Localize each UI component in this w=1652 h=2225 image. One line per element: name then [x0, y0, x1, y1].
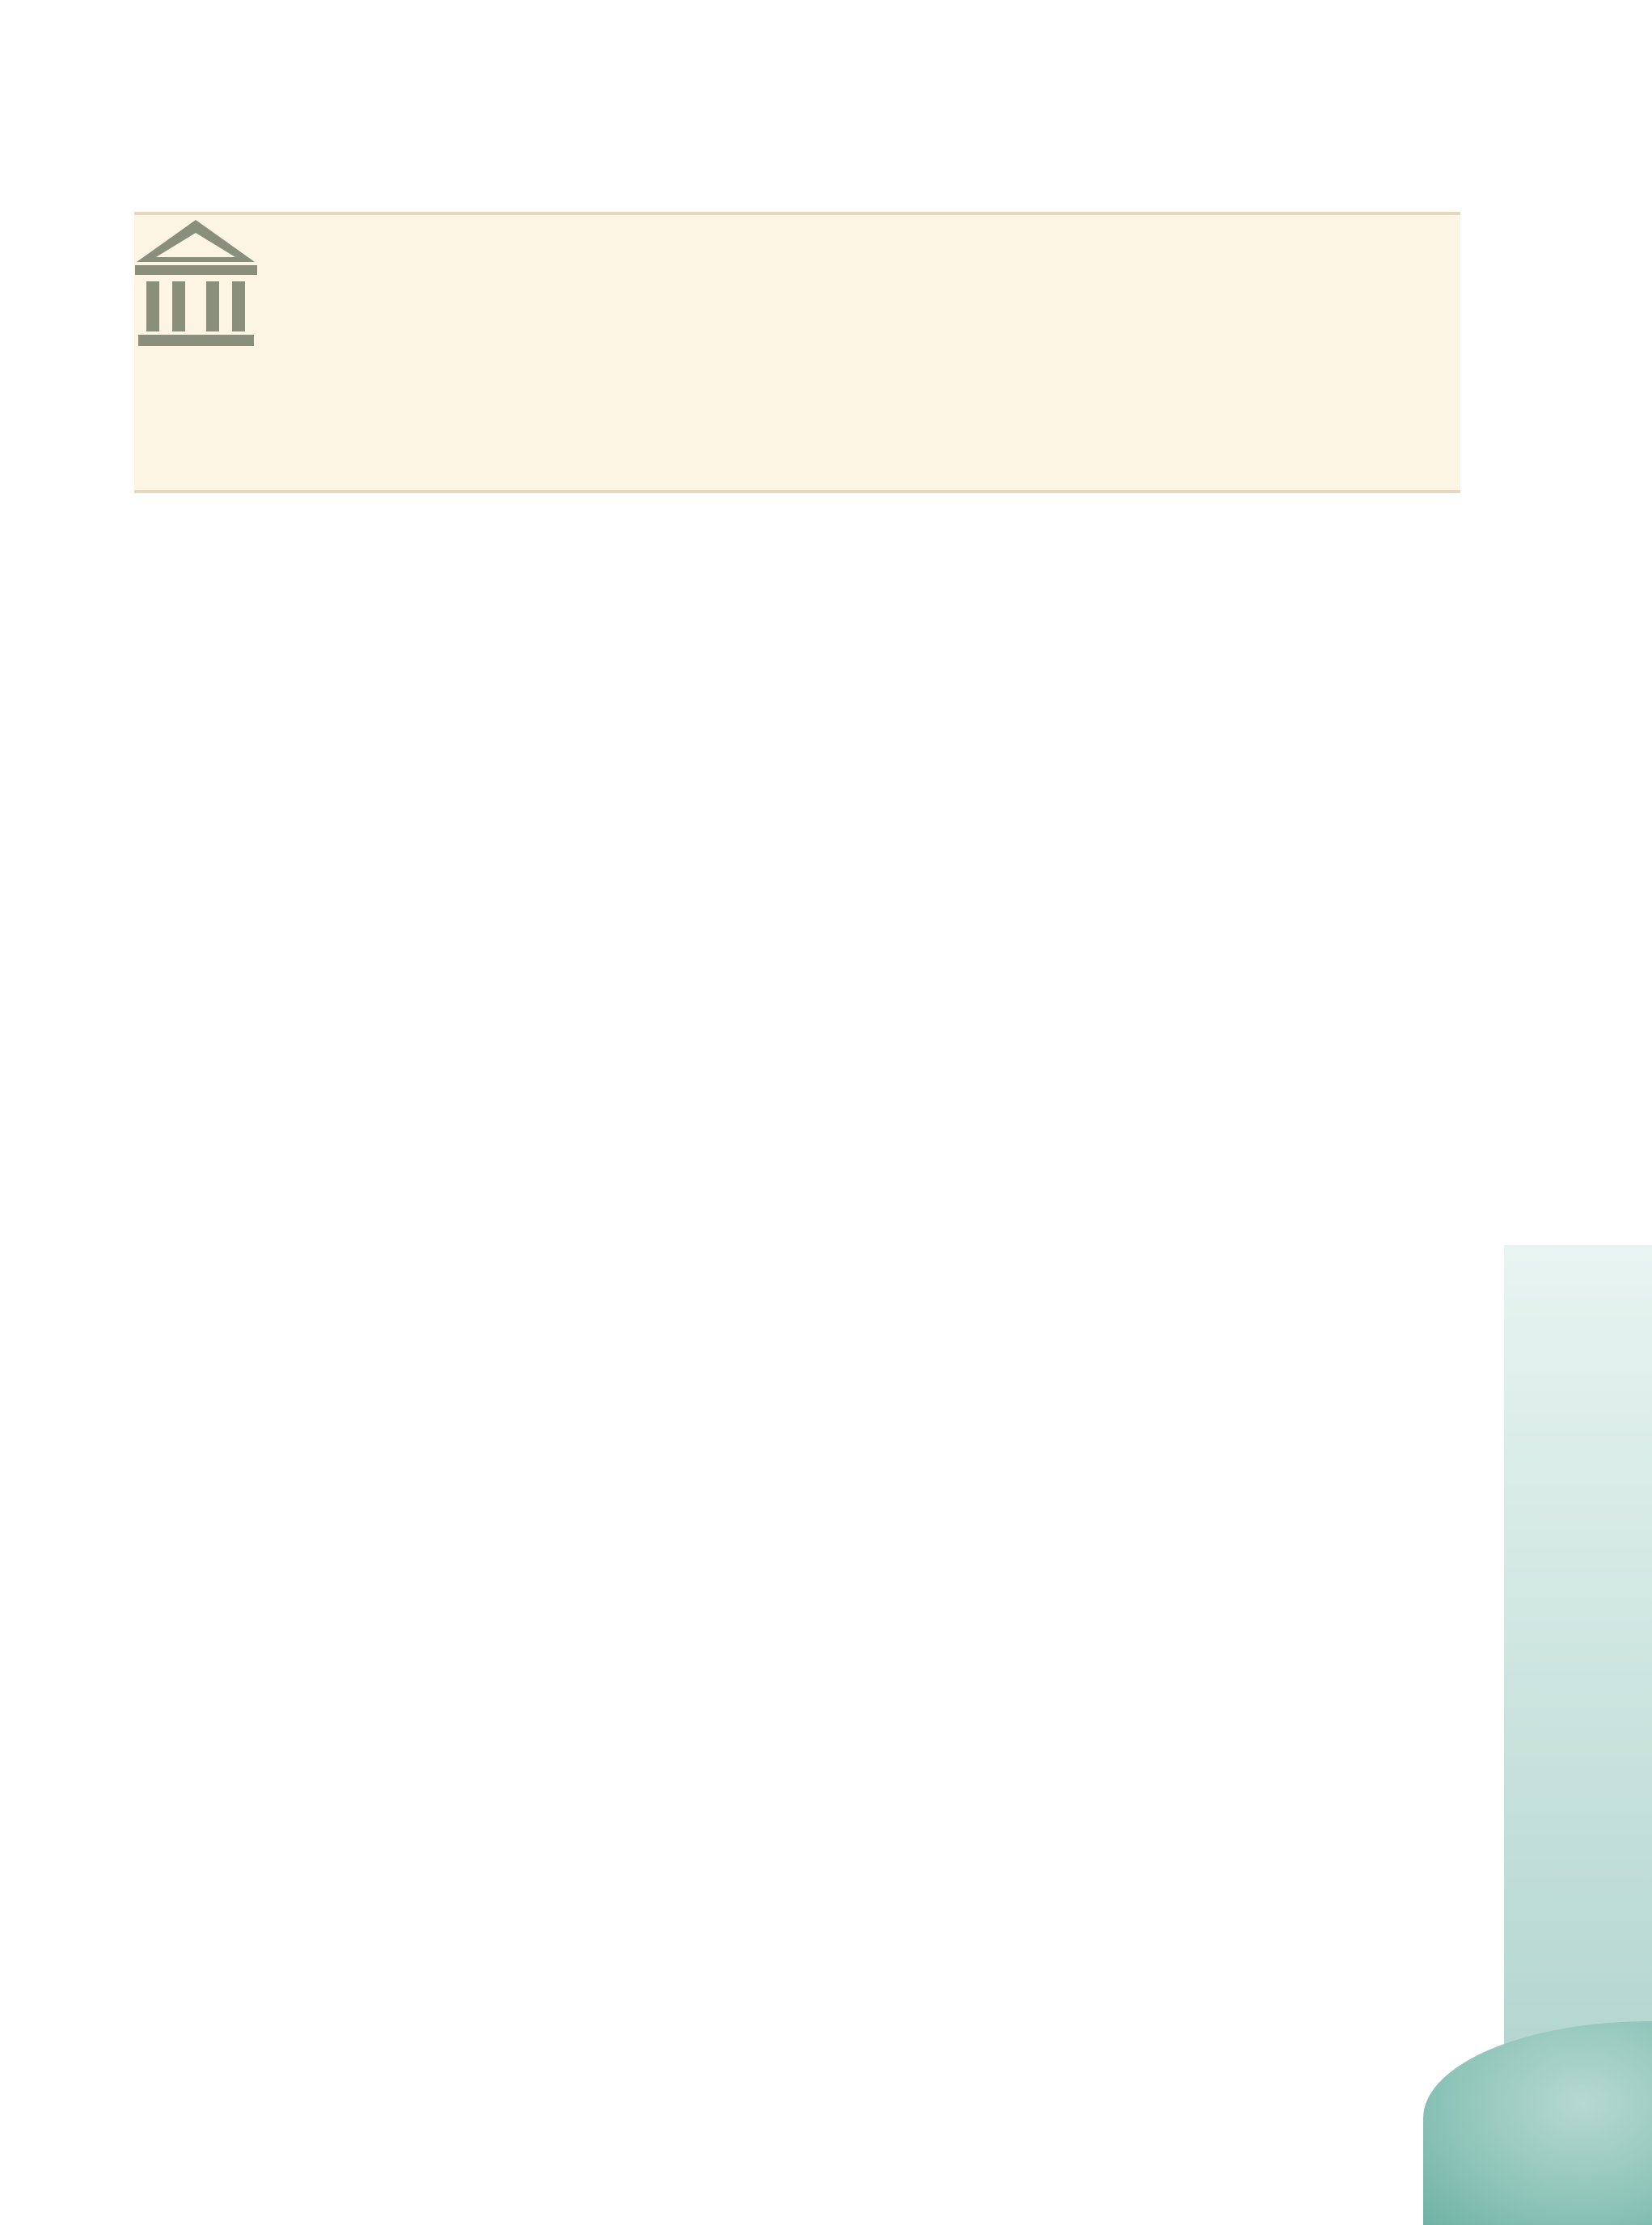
- pillar-temple-icon: [133, 217, 259, 349]
- rationalism-note-box: [134, 212, 1460, 493]
- page-corner-texture: [1423, 2021, 1652, 2225]
